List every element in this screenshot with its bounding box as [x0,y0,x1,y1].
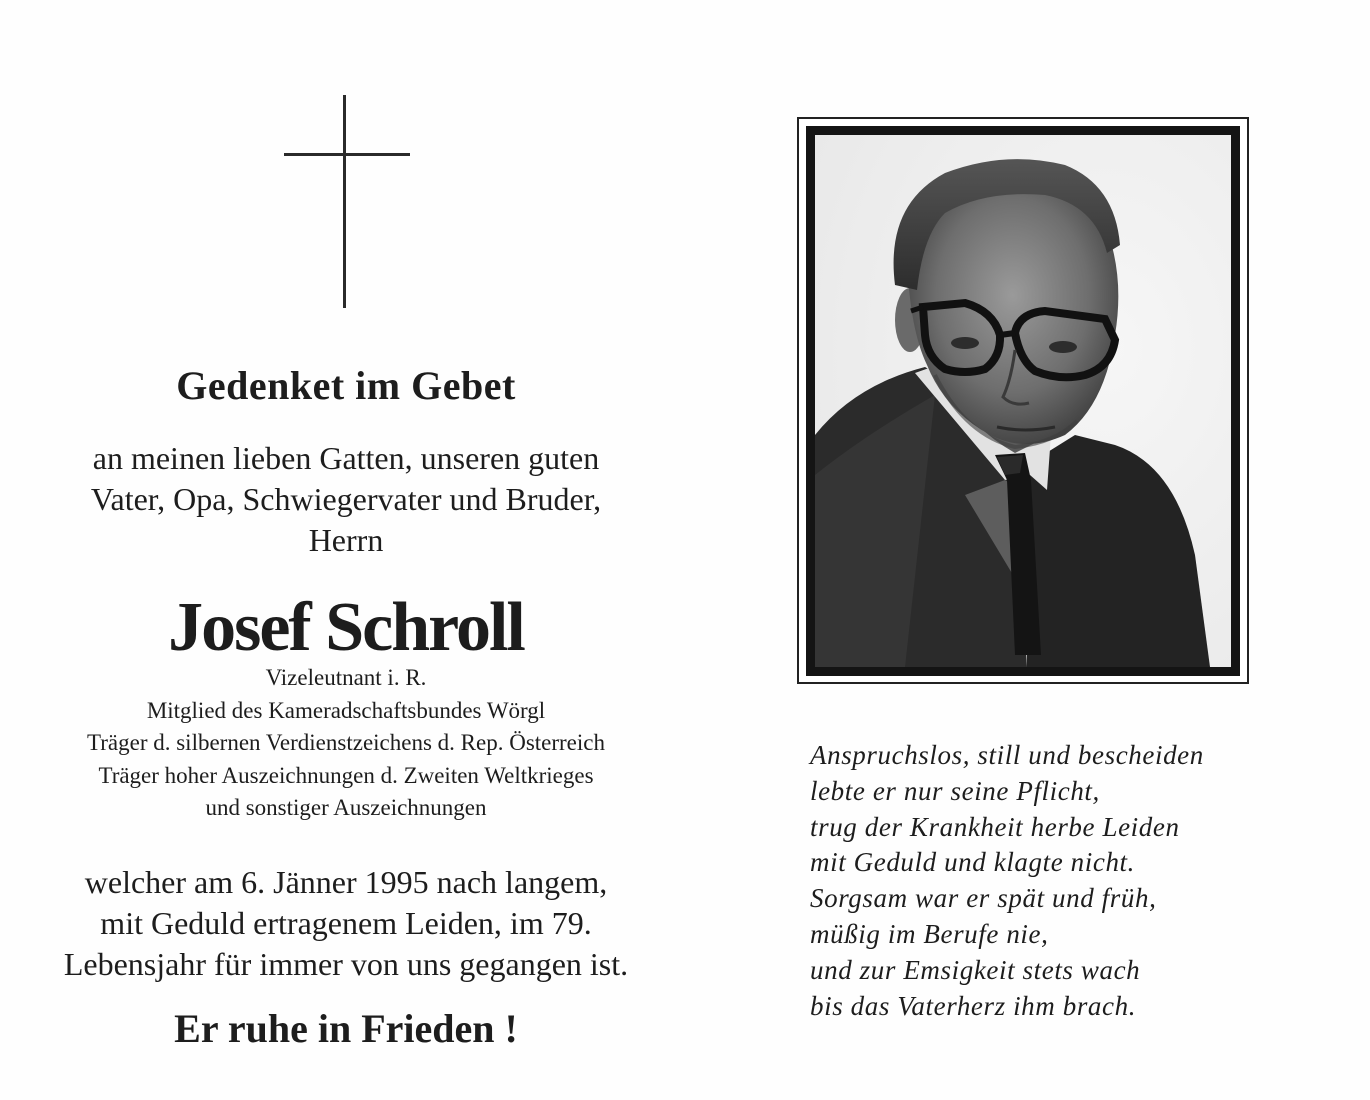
poem-line: trug der Krankheit herbe Leiden [810,811,1180,842]
memorial-poem [810,738,1310,1024]
memorial-heading: Gedenket im Gebet [176,363,516,408]
intro-line: Vater, Opa, Schwiegervater und Bruder, [90,481,602,517]
death-notice [40,862,652,985]
poem-line: müßig im Berufe nie, [810,918,1049,949]
poem-line: und zur Emsigkeit stets wach [810,954,1141,985]
poem-line: Sorgsam war er spät und früh, [810,883,1157,914]
death-notice-line: mit Geduld ertragenem Leiden, im 79. [100,905,592,941]
cross-horizontal-bar [284,153,410,156]
poem-line: mit Geduld und klagte nicht. [810,847,1135,878]
intro-line: Herrn [308,522,384,558]
honor-line: Träger hoher Auszeichnungen d. Zweiten Weltkrieges [98,762,594,788]
honor-line: Träger d. silbernen Verdienstzeichens d. Rep. Österreich [87,730,605,755]
cross-vertical-bar [343,95,346,308]
deceased-name: Josef Schroll [168,589,524,666]
intro-line: an meinen lieben Gatten, unseren guten [92,440,600,476]
poem-line: Anspruchslos, still und bescheiden [810,740,1204,770]
intro-text [40,438,652,561]
portrait-photo [815,135,1231,667]
death-notice-line: Lebensjahr für immer von uns gegangen ist. [63,946,629,982]
honor-line: Vizeleutnant i. R. [265,665,427,690]
honor-line: Mitglied des Kameradschaftsbundes Wörgl [146,697,546,723]
farewell-text: Er ruhe in Frieden ! [174,1006,518,1051]
death-notice-line: welcher am 6. Jänner 1995 nach langem, [84,864,608,900]
honor-line: und sonstiger Auszeichnungen [205,795,487,820]
poem-line: bis das Vaterherz ihm brach. [810,990,1137,1021]
honors-list [40,662,652,825]
poem-line: lebte er nur seine Pflicht, [810,775,1100,806]
photo-frame [806,126,1240,676]
